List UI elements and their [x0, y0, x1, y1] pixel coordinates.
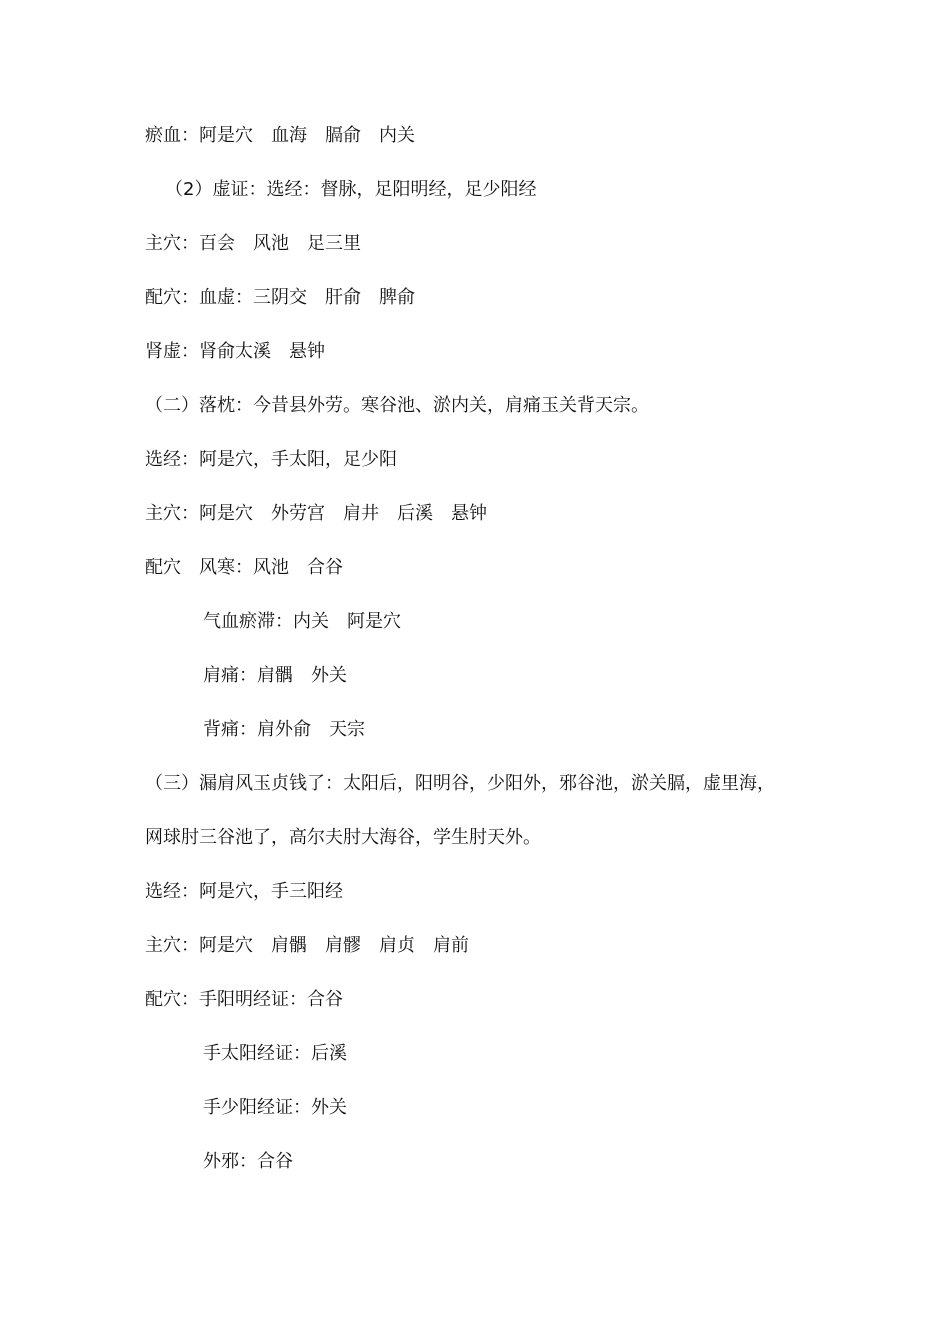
text-line-matching-points-1: 配穴：血虚：三阴交 肝俞 脾俞: [145, 287, 415, 308]
text-line-kidney-deficiency: 肾虚：肾俞太溪 悬钟: [145, 341, 325, 362]
text-line-elbow: 网球肘三谷池了，高尔夫肘大海谷，学生肘天外。: [145, 827, 541, 848]
text-line-main-points-1: 主穴：百会 风池 足三里: [145, 233, 361, 254]
text-line-meridians-3: 选经：阿是穴，手三阳经: [145, 881, 343, 902]
text-line-qi-blood-stasis: 气血瘀滞：内关 阿是穴: [203, 611, 401, 632]
text-line-blood-stasis: 瘀血：阿是穴 血海 膈俞 内关: [145, 125, 415, 146]
text-line-frozen-shoulder: （三）漏肩风玉贞钱了：太阳后，阳明谷，少阳外，邪谷池，淤关膈，虚里海，: [145, 773, 775, 794]
text-line-main-points-3: 主穴：阿是穴 肩髃 肩髎 肩贞 肩前: [145, 935, 469, 956]
text-line-shoulder-pain: 肩痛：肩髃 外关: [203, 665, 347, 686]
text-line-meridians-2: 选经：阿是穴，手太阳，足少阳: [145, 449, 397, 470]
text-line-main-points-2: 主穴：阿是穴 外劳宫 肩井 后溪 悬钟: [145, 503, 487, 524]
text-line-hand-shaoyang: 手少阳经证：外关: [203, 1097, 347, 1118]
text-line-matching-points-2: 配穴 风寒：风池 合谷: [145, 557, 343, 578]
text-line-deficiency: （2）虚证：选经：督脉，足阳明经，足少阳经: [165, 179, 537, 200]
text-line-matching-points-3: 配穴：手阳明经证：合谷: [145, 989, 343, 1010]
text-line-hand-taiyang: 手太阳经证：后溪: [203, 1043, 347, 1064]
text-line-stiff-neck: （二）落枕：今昔县外劳。寒谷池、淤内关，肩痛玉关背天宗。: [145, 395, 649, 416]
text-line-external-pathogen: 外邪：合谷: [203, 1151, 293, 1172]
text-line-back-pain: 背痛：肩外俞 天宗: [203, 719, 365, 740]
